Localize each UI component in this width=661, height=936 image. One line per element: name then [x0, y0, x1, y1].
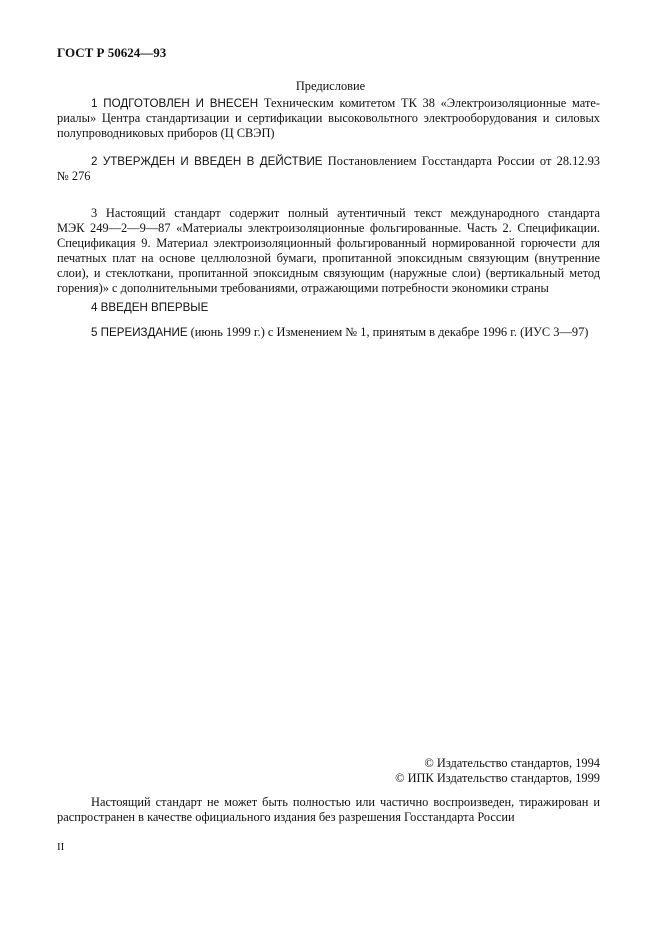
paragraph-1: [57, 96, 600, 141]
notice-line: распространен в качестве официального издания без разрешения Госстандарта России: [57, 810, 515, 824]
paragraph-line: Спецификация 9. Материал электроизоляционный фольгированный нормированной горючести для: [57, 236, 600, 250]
paragraph-lead: 4 ВВЕДЕН ВПЕРВЫЕ: [91, 301, 209, 314]
paragraph-line: № 276: [57, 169, 91, 183]
paragraph-text: Постановлением Госстандарта России от 28.12.93: [322, 154, 600, 168]
paragraph-line: МЭК 249—2—9—87 «Материалы электроизоляционные фольгированные. Часть 2. Спецификации.: [57, 221, 600, 235]
paragraph-text: Техническим комитетом ТК 38 «Электроизоляционные мате-: [258, 96, 600, 110]
notice-paragraph: [57, 795, 600, 825]
paragraph-line: [57, 154, 600, 169]
paragraph-line: 3 Настоящий стандарт содержит полный аутентичный текст международного стандарта: [91, 206, 600, 220]
paragraph-3: [57, 206, 600, 296]
paragraph-2: [57, 154, 600, 184]
page-number: II: [57, 841, 65, 853]
paragraph-lead: 5 ПЕРЕИЗДАНИЕ: [91, 326, 188, 339]
paragraph-4: [57, 300, 600, 315]
copyright-line: © Издательство стандартов, 1994: [424, 756, 600, 770]
paragraph-text: (июнь 1999 г.) с Изменением № 1, принятым в декабре 1996 г. (ИУС 3—97): [187, 325, 589, 339]
paragraph-line: [57, 300, 600, 315]
paragraph-lead: 2 УТВЕРЖДЕН И ВВЕДЕН В ДЕЙСТВИЕ: [91, 155, 323, 168]
paragraph-5: [57, 325, 600, 340]
paragraph-line: риалы» Центра стандартизации и сертификации высоковольтного электрооборудования и силовых: [57, 111, 600, 125]
paragraph-line: [57, 96, 600, 111]
paragraph-line: полупроводниковых приборов (Ц СВЭП): [57, 126, 275, 140]
copyright-line: © ИПК Издательство стандартов, 1999: [395, 771, 600, 785]
paragraph-line: печатных плат на основе целлюлозной бумаги, пропитанной эпоксидным связующим (внутренние: [57, 251, 600, 265]
section-title: Предисловие: [295, 79, 366, 93]
paragraph-line: [57, 325, 600, 340]
paragraph-line: слои), и стеклоткани, пропитанной эпоксидным связующим (наружные слои) (вертикальный метод: [57, 266, 600, 280]
copyright-block: [395, 756, 600, 786]
paragraph-lead: 1 ПОДГОТОВЛЕН И ВНЕСЕН: [91, 97, 259, 110]
notice-line: Настоящий стандарт не может быть полностью или частично воспроизведен, тиражирован и: [91, 795, 600, 809]
paragraph-line: горения)» с дополнительными требованиями, отражающими потребности экономики страны: [57, 281, 549, 295]
document-header: ГОСТ Р 50624—93: [57, 45, 167, 60]
